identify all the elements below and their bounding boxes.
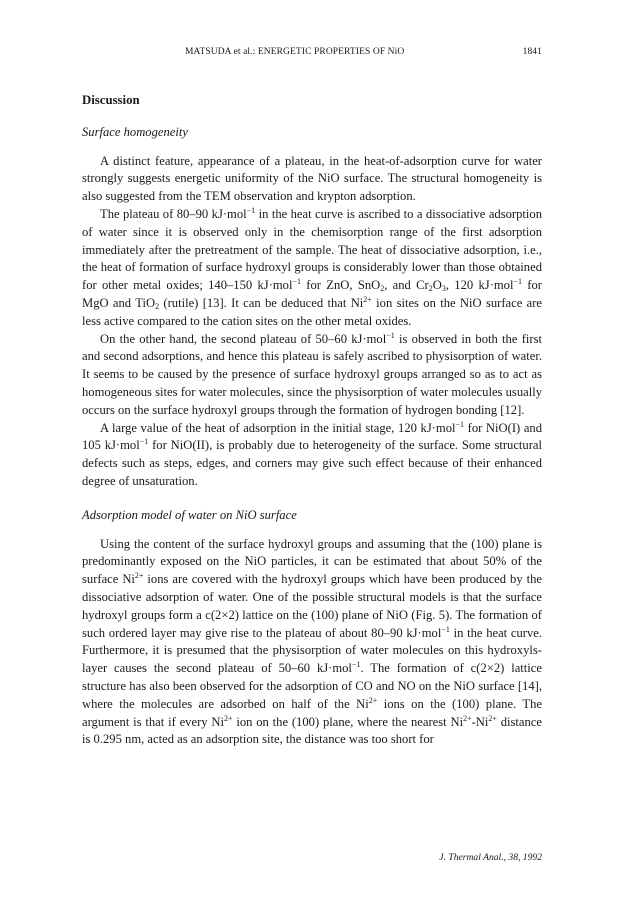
paragraph-5: Using the content of the surface hydroxyl groups and assuming that the (100) plane is predominantly exposed on the NiO particles, it can be estimated that about 50% of the surface $Ni^{2+}$ ions are covered with the hydroxyl groups which have been produced by the dissociative adsorption of water. One of the possible structural models is that the surface hydroxyl groups form a c(2×2) lattice on the (100) plane of NiO (Fig. 5). The formation of such ordered layer may give rise to the plateau of about 80–90 kJ·mol$^{-1}$ in the heat curve. Furthermore, it is presumed that the physisorption of water molecules on this hydroxyls-layer causes the second plateau of 50–60 kJ·mol$^{-1}$. The formation of c(2×2) lattice structure has also been observed for the adsorption of CO and NO on the NiO surface [14], where the molecules are adsorbed on half of the $Ni^{2+}$ ions on the (100) plane. The argument is that if every $Ni^{2+}$ ion on the (100) plane, where the nearest $Ni^{2+}-Ni^{2+}$ distance is 0.295 nm, acted as an adsorption site, the distance was too short for xyxy=(82,536,542,747)
running-title: MATSUDA et al.: ENERGETIC PROPERTIES OF NiO xyxy=(185,47,405,57)
paragraph-4: A large value of the heat of adsorption in the initial stage, 120 kJ·mol$^{-1}$ for NiO(I) and 105 kJ·mol$^{-1}$ for NiO(II), is probably due to heterogeneity of the surface. Some structural defects such as steps, edges, and corners may give such effect because of their enhanced degree of unsaturation. xyxy=(82,419,542,488)
page-number: 1841 xyxy=(522,47,542,57)
paragraph-2: The plateau of 80–90 kJ·mol$^{-1}$ in the heat curve is ascribed to a dissociative adsorption of water since it is observed only in the chemisorption range of the first adsorption immediately after the pretreatment of the sample. The heat of dissociative adsorption, i.e., the heat of formation of surface hydroxyl groups is considerably lower than those obtained for other metal oxides; 140–150 kJ·mol$^{-1}$ for ZnO, SnO$_2$, and $Cr_2O_3$, 120 kJ·mol$^{-1}$ for MgO and TiO$_2$ (rutile) [13]. It can be deduced that $Ni^{2+}$ ion sites on the NiO surface are less active compared to the cation sites on the other metal oxides. xyxy=(82,205,543,328)
article-body xyxy=(82,92,542,749)
subsection-heading-surface-homogeneity: Surface homogeneity xyxy=(82,124,188,139)
subsection-heading-adsorption-model: Adsorption model of water on NiO surface xyxy=(82,507,297,522)
page-header xyxy=(82,47,542,61)
paragraph-1: A distinct feature, appearance of a plateau, in the heat-of-adsorption curve for water strongly suggests energetic uniformity of the NiO surface. The structural homogeneity is also suggested from the TEM observation and krypton adsorption. xyxy=(82,153,542,204)
paragraph-3: On the other hand, the second plateau of 50–60 kJ·mol$^{-1}$ is observed in both the first and second adsorptions, and hence this plateau is safely ascribed to physisorption of water. It seems to be caused by the presence of surface hydroxyl groups arranged so as to act as homogeneous sites for water molecules, since the physisorption of water molecules usually occurs on the surface hydroxyl groups through the formation of hydrogen bonding [12]. xyxy=(82,330,542,417)
journal-citation-footer: J. Thermal Anal., 38, 1992 xyxy=(439,852,542,863)
section-heading: Discussion xyxy=(82,93,140,107)
